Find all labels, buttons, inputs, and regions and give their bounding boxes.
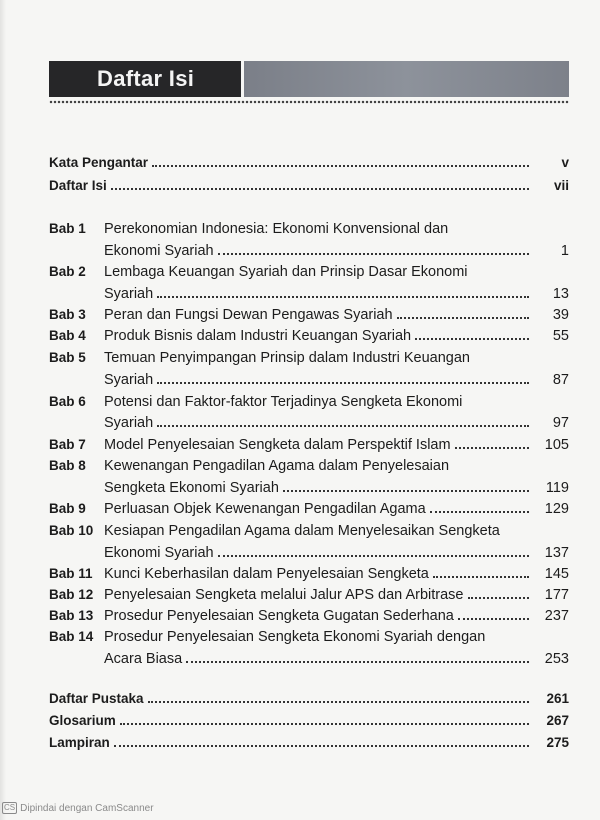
toc-entry-bab-13[interactable]: Prosedur Penyelesaian Sengketa Gugatan Sederhana 237 [104, 608, 569, 624]
chapter-title-line1: Perekonomian Indonesia: Ekonomi Konvensional dan [104, 221, 449, 237]
toc-entry-bab-6[interactable]: Syariah 97 [104, 415, 569, 431]
chapter-title-line1: Potensi dan Faktor-faktor Terjadinya Sengketa Ekonomi [104, 394, 463, 410]
chapter-number: Bab 11 [49, 566, 93, 581]
chapter-title-line1: Prosedur Penyelesaian Sengketa Ekonomi Syariah dengan [104, 629, 486, 645]
chapter-number: Bab 8 [49, 458, 86, 473]
header-dotted-rule [49, 100, 569, 104]
watermark-text: Dipindai dengan CamScanner [20, 802, 154, 814]
toc-entry-bab-12[interactable]: Penyelesaian Sengketa melalui Jalur APS dan Arbitrase 177 [104, 587, 569, 603]
chapter-number: Bab 10 [49, 523, 94, 538]
chapter-number: Bab 7 [49, 437, 86, 452]
toc-entry-bab-3[interactable]: Peran dan Fungsi Dewan Pengawas Syariah 39 [104, 307, 569, 323]
chapter-title-line1: Lembaga Keuangan Syariah dan Prinsip Dasar Ekonomi [104, 264, 468, 280]
chapter-number: Bab 1 [49, 221, 86, 236]
toc-entry-bab-11[interactable]: Kunci Keberhasilan dalam Penyelesaian Sengketa 145 [104, 566, 569, 582]
chapter-number: Bab 14 [49, 629, 94, 644]
chapter-number: Bab 4 [49, 328, 86, 343]
chapter-title-line1: Kesiapan Pengadilan Agama dalam Menyelesaikan Sengketa [104, 523, 500, 539]
toc-header [49, 61, 569, 97]
toc-entry-glosarium[interactable]: Glosarium 267 [49, 713, 569, 728]
toc-entry-bab-9[interactable]: Perluasan Objek Kewenangan Pengadilan Agama 129 [104, 501, 569, 517]
scanner-watermark [2, 802, 154, 814]
toc-entry-daftar-isi[interactable]: Daftar Isi vii [49, 178, 569, 193]
toc-entry-bab-4[interactable]: Produk Bisnis dalam Industri Keuangan Syariah 55 [104, 328, 569, 344]
toc-entry-lampiran[interactable]: Lampiran 275 [49, 735, 569, 750]
toc-entry-bab-10[interactable]: Ekonomi Syariah 137 [104, 545, 569, 561]
toc-entry-bab-7[interactable]: Model Penyelesaian Sengketa dalam Perspektif Islam 105 [104, 437, 569, 453]
toc-entry-bab-2[interactable]: Syariah 13 [104, 286, 569, 302]
chapter-number: Bab 12 [49, 587, 94, 602]
chapter-number: Bab 2 [49, 264, 86, 279]
toc-entry-bab-5[interactable]: Syariah 87 [104, 372, 569, 388]
toc-entry-bab-8[interactable]: Sengketa Ekonomi Syariah 119 [104, 480, 569, 496]
page-edge [0, 0, 6, 820]
toc-entry-daftar-pustaka[interactable]: Daftar Pustaka 261 [49, 691, 569, 706]
chapter-number: Bab 3 [49, 307, 86, 322]
header-bar [244, 61, 569, 97]
chapter-number: Bab 6 [49, 394, 86, 409]
title-block [49, 61, 241, 97]
toc-entry-kata-pengantar[interactable]: Kata Pengantar v [49, 155, 569, 170]
camscanner-icon: CS [4, 803, 16, 812]
toc-entry-bab-14[interactable]: Acara Biasa 253 [104, 651, 569, 667]
toc-entry-bab-1[interactable]: Ekonomi Syariah 1 [104, 243, 569, 259]
page-title: Daftar Isi [97, 66, 195, 91]
chapter-number: Bab 5 [49, 350, 86, 365]
chapter-title-line1: Kewenangan Pengadilan Agama dalam Penyelesaian [104, 458, 450, 474]
chapter-number: Bab 9 [49, 501, 86, 516]
chapter-number: Bab 13 [49, 608, 94, 623]
chapter-title-line1: Temuan Penyimpangan Prinsip dalam Industri Keuangan [104, 350, 470, 366]
